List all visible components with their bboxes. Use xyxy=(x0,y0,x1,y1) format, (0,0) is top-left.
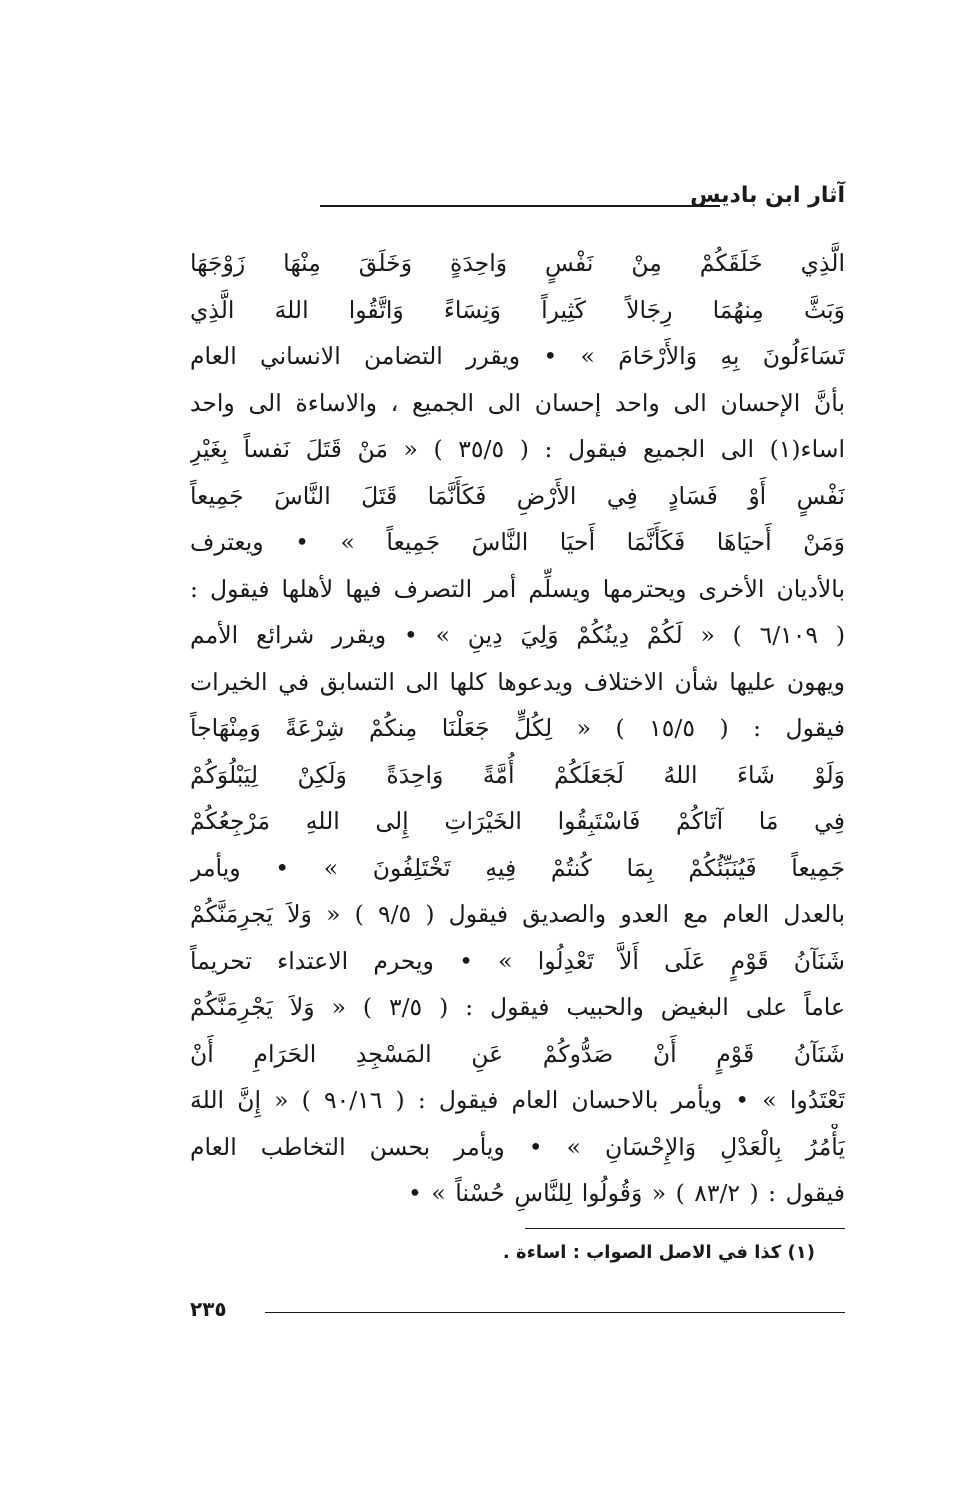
page-number: ٢٣٥ xyxy=(190,1297,227,1321)
text-line: شَنَآنُ قَوْمٍ أَنْ صَدُّوكُمْ عَنِ المَسْجِدِ الحَرَامِ أَنْ xyxy=(190,1039,845,1068)
running-header xyxy=(190,178,845,214)
text-line: نَفْسٍ أَوْ فَسَادٍ فِي الأَرْضِ فَكَأَنَّمَا قَتَلَ النَّاسَ جَمِيعاً xyxy=(190,481,845,510)
text-line: الَّذِي خَلَقَكُمْ مِنْ نَفْسٍ وَاحِدَةٍ وَخَلَقَ مِنْهَا زَوْجَهَا xyxy=(190,249,845,277)
text-line: وَمَنْ أَحيَاهَا فَكَأَنَّمَا أَحيَا النَّاسَ جَمِيعاً » • ويعترف xyxy=(190,528,845,556)
text-line: شَنَآنُ قَوْمٍ عَلَى أَلاَّ تَعْدِلُوا » • ويحرم الاعتداء تحريماً xyxy=(190,946,845,975)
text-line: تَسَاءَلُونَ بِهِ وَالأَرْحَامَ » • ويقرر التضامن الانساني العام xyxy=(190,342,845,370)
page-footer xyxy=(190,1295,845,1325)
text-line: جَمِيعاً فَيُنَبِّئُكُمْ بِمَا كُنتُمْ فِيهِ تَخْتَلِفُونَ » • ويأمر xyxy=(190,853,845,882)
footnote-rule xyxy=(525,1228,845,1229)
text-line: وَلَوْ شَاءَ اللهُ لَجَعَلَكُمْ أُمَّةً وَاحِدَةً وَلَكِنْ لِيَبْلُوَكُمْ xyxy=(190,760,845,789)
text-line: عاماً على البغيض والحبيب فيقول : ( ٣/٥ ) « وَلاَ يَجْرِمَنَّكُمْ xyxy=(190,993,845,1021)
header-rule xyxy=(320,205,720,207)
text-line: ( ٦/١٠٩ ) « لَكُمْ دِينُكُمْ وَلِيَ دِينِ » • ويقرر شرائع الأمم xyxy=(190,621,845,649)
body-text xyxy=(190,240,845,1217)
text-line: بالعدل العام مع العدو والصديق فيقول ( ٩/٥ ) « وَلاَ يَجرِمَنَّكُمْ xyxy=(190,900,845,928)
footer-rule xyxy=(265,1312,845,1313)
text-line: فيقول : ( ٨٣/٢ ) « وَقُولُوا لِلنَّاسِ حُسْناً » • xyxy=(408,1179,845,1207)
text-line: تَعْتَدُوا » • ويأمر بالاحسان العام فيقول : ( ٩٠/١٦ ) « إِنَّ اللهَ xyxy=(190,1086,845,1114)
text-line: بأنَّ الإحسان الى واحد إحسان الى الجميع ، والاساءة الى واحد xyxy=(190,388,845,417)
text-line: ويهون عليها شأن الاختلاف ويدعوها كلها الى التسابق في الخيرات xyxy=(190,667,845,696)
text-line: اساء(١) الى الجميع فيقول : ( ٣٥/٥ ) « مَنْ قَتَلَ نَفساً بِغَيْرِ xyxy=(190,435,845,463)
footnote: (١) كذا في الاصل الصواب : اساءة . xyxy=(502,1242,815,1263)
text-line: فِي مَا آتَاكُمْ فَاسْتَبِقُوا الخَيْرَاتِ إِلى اللهِ مَرْجِعُكُمْ xyxy=(190,807,845,835)
text-line: فيقول : ( ١٥/٥ ) « لِكُلٍّ جَعَلْنَا مِنكُمْ شِرْعَةً وَمِنْهَاجاً xyxy=(190,714,845,742)
text-line: بالأديان الأخرى ويحترمها ويسلِّم أمر التصرف فيها لأهلها فيقول : xyxy=(190,574,845,603)
text-line: وَبَثَّ مِنهُمَا رِجَالاً كَثِيراً وَنِسَاءً وَاتَّقُوا اللهَ الَّذِي xyxy=(190,295,845,324)
header-title: آثار ابن باديس xyxy=(690,183,845,208)
text-line: يَأْمُرُ بِالْعَدْلِ وَالإِحْسَانِ » • ويأمر بحسن التخاطب العام xyxy=(190,1132,845,1161)
